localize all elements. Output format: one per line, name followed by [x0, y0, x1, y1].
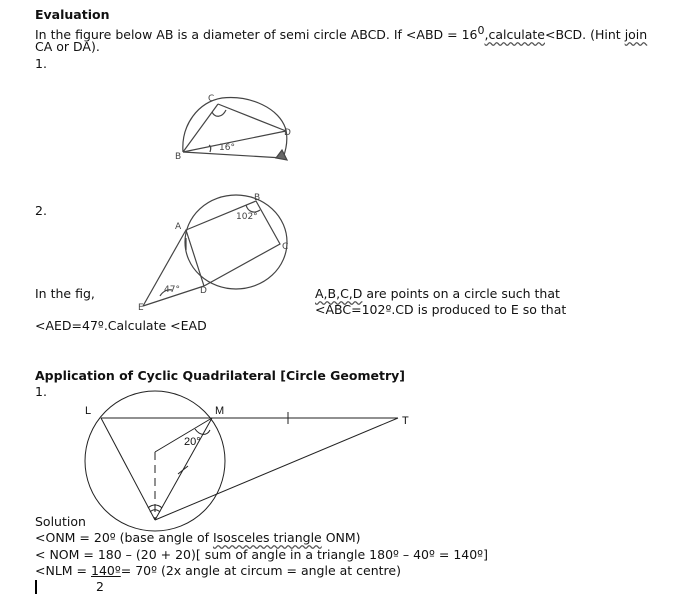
fig2-label-a: A: [175, 222, 182, 232]
solution-line-2: < NOM = 180 – (20 + 20)[ sum of angle in a triangle 180º – 40º = 140º]: [35, 547, 488, 562]
intro-text-a: In the figure below AB is a diameter of semi circle ABCD. If <ABD = 16: [35, 27, 478, 43]
sol1-b: Isosceles triangle: [212, 530, 322, 545]
fig2-label-d: D: [200, 286, 207, 296]
fig3-label-m: M: [215, 405, 225, 417]
fig1-angle-c-arc: [212, 110, 226, 116]
fig1-label-d: D: [284, 128, 291, 138]
sol1-a: <ONM = 20º (base angle of: [35, 530, 213, 545]
fig2-quadrilateral: [186, 201, 280, 286]
fig3-secant-nt: [155, 418, 398, 520]
question-2-number: 2.: [35, 203, 47, 218]
sol3-a: <NLM =: [35, 563, 91, 578]
fig3-tick-mn: [178, 466, 188, 474]
fig3-angle-label: 20°: [184, 436, 201, 448]
fig1-chord-bc: [183, 104, 218, 152]
fig3-label-t: T: [402, 415, 409, 427]
fig2-angle-b-arc: [246, 205, 260, 212]
fig2-angle-e-label: 47°: [164, 285, 180, 295]
section-title: Application of Cyclic Quadrilateral [Circle Geometry]: [35, 368, 405, 383]
fig3-angle-m-arc: [195, 429, 210, 434]
sol3-c: = 70º (2x angle at circum = angle at centre): [120, 563, 401, 578]
q2-text-line-3: <AED=47º.Calculate <EAD: [35, 318, 207, 333]
q2-points: A,B,C,D: [315, 286, 363, 301]
degree-sup: 0: [477, 24, 485, 37]
fig2-label-b: B: [254, 193, 261, 203]
sol3-numerator: 140º: [91, 563, 121, 578]
figure-3: [85, 391, 398, 531]
intro-line-2: CA or DA).: [35, 39, 100, 54]
section-number: 1.: [35, 384, 47, 399]
q2-text-b: are points on a circle such that: [362, 286, 560, 301]
fig2-label-c: C: [282, 242, 289, 252]
fig1-angle-label: 16°: [219, 143, 235, 153]
question-1-number: 1.: [35, 56, 47, 71]
fig2-label-e: E: [138, 303, 144, 313]
solution-denominator: 2: [96, 579, 104, 594]
fig1-label-c: C: [208, 94, 215, 104]
sol1-c: ONM): [321, 530, 361, 545]
fig1-chord-cd: [218, 104, 286, 131]
fig3-label-l: L: [85, 405, 92, 417]
fig1-label-b: B: [175, 152, 182, 162]
intro-text-d: <BCD. (Hint: [545, 27, 625, 43]
intro-text-c: ,calculate: [484, 27, 545, 43]
intro-text-e: join: [624, 27, 648, 43]
q2-in-the-fig: In the fig,: [35, 286, 95, 301]
fig3-chord-ln: [101, 418, 155, 520]
q2-text-line-2: <ABC=102º.CD is produced to E so that: [315, 302, 567, 317]
page-heading: Evaluation: [35, 7, 110, 22]
fig2-angle-b-label: 102°: [236, 212, 258, 222]
solution-title: Solution: [35, 514, 86, 529]
